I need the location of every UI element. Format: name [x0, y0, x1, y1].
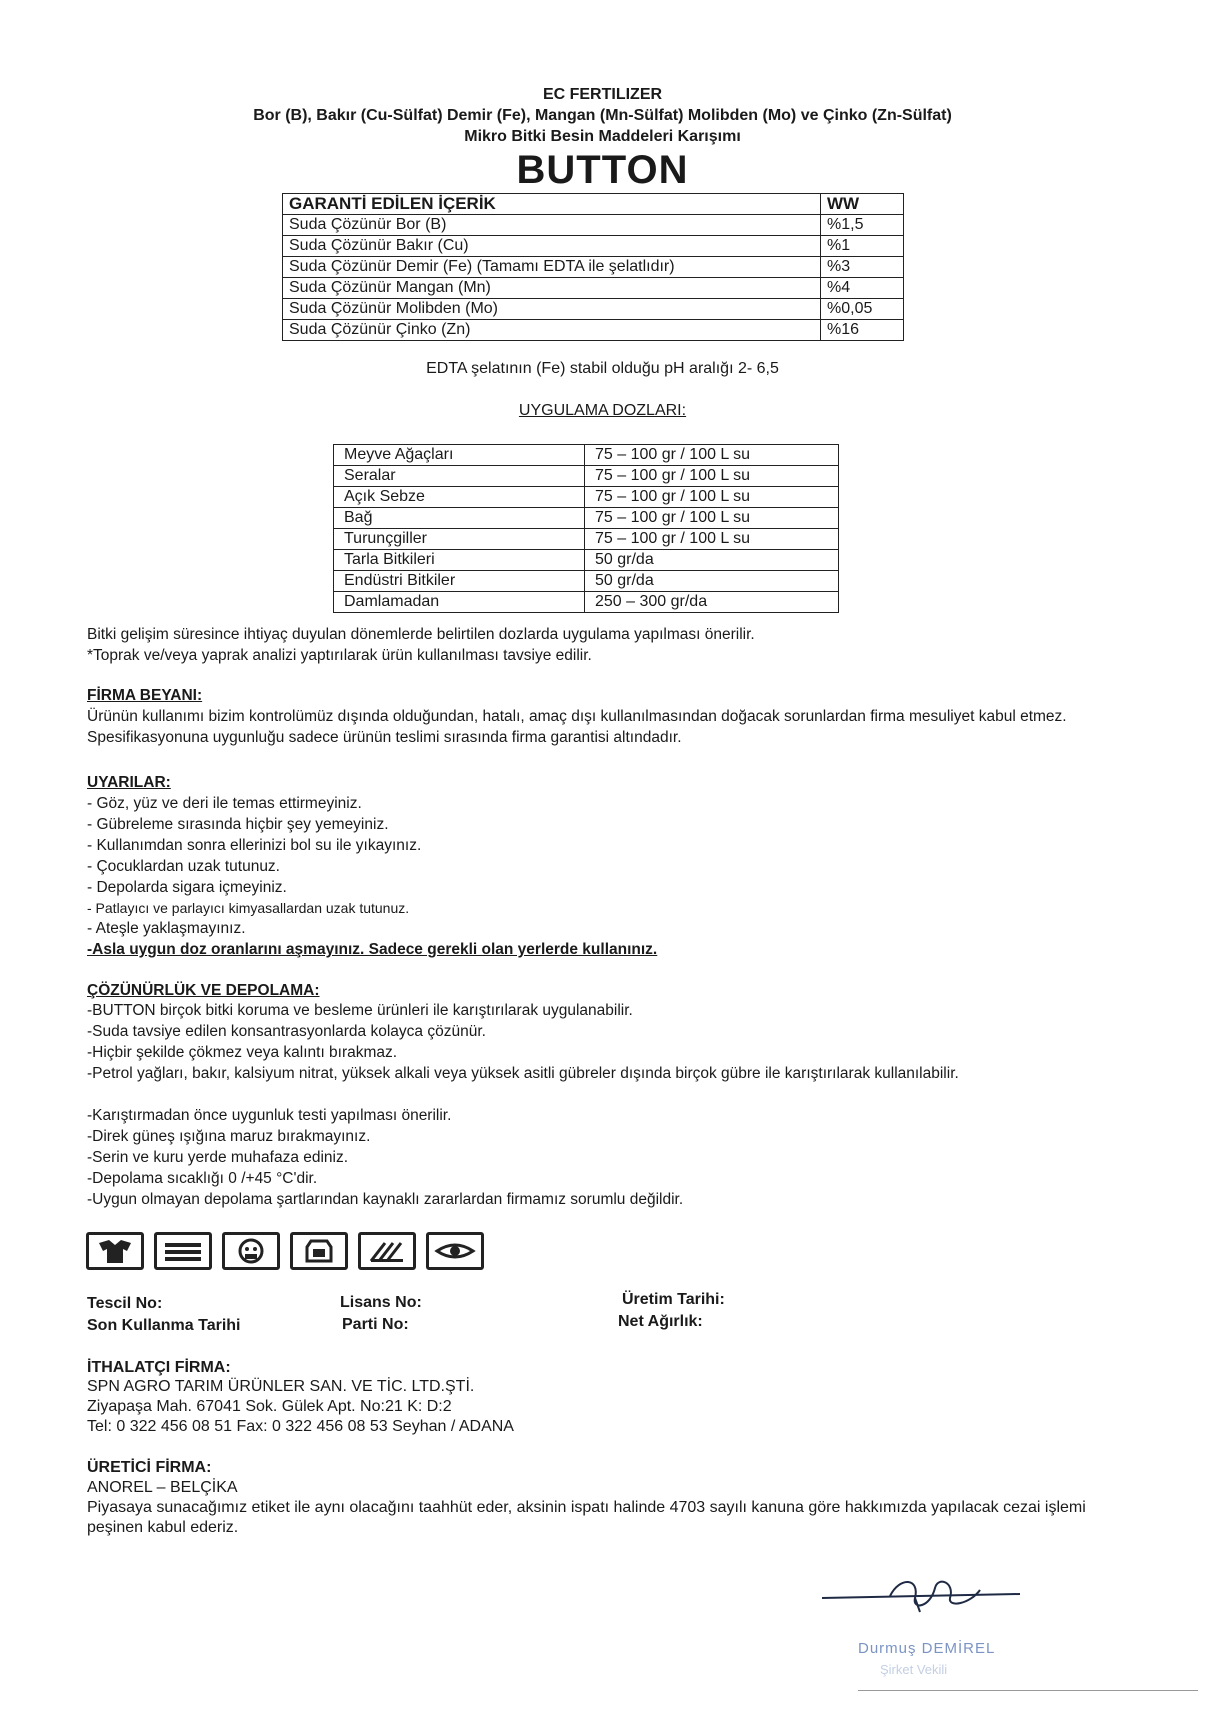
- warning-final: -Asla uygun doz oranlarını aşmayınız. Sadece gerekli olan yerlerde kullanınız.: [87, 941, 658, 958]
- eye-protection-icon: [426, 1232, 484, 1270]
- warning-item: - Gübreleme sırasında hiçbir şey yemeyiniz.: [87, 816, 389, 833]
- storage-item: -Petrol yağları, bakır, kalsiyum nitrat, yüksek alkali veya yüksek asitli gübreler dışında birçok gübre ile karıştırılarak kullanılabilir.: [87, 1065, 959, 1082]
- storage-item: -Direk güneş ışığına maruz bırakmayınız.: [87, 1128, 371, 1145]
- crop-name: Açık Sebze: [334, 487, 585, 508]
- manufacturer-title: ÜRETİCİ FİRMA:: [87, 1459, 212, 1476]
- table-row: [283, 257, 904, 278]
- edta-note: EDTA şelatının (Fe) stabil olduğu pH aralığı 2- 6,5: [426, 360, 779, 377]
- crop-name: Bağ: [334, 508, 585, 529]
- crop-dose: 75 – 100 gr / 100 L su: [585, 508, 839, 529]
- storage-item: -Hiçbir şekilde çökmez veya kalıntı bırakmaz.: [87, 1044, 398, 1061]
- warning-item: - Göz, yüz ve deri ile temas ettirmeyiniz.: [87, 795, 362, 812]
- dosage-title: UYGULAMA DOZLARI:: [518, 402, 687, 419]
- crop-dose: 50 gr/da: [585, 571, 839, 592]
- table-row: [334, 508, 839, 529]
- nutrient-name: Suda Çözünür Demir (Fe) (Tamamı EDTA ile şelatlıdır): [283, 257, 821, 278]
- crop-dose: 250 – 300 gr/da: [585, 592, 839, 613]
- table-row: [334, 445, 839, 466]
- nutrient-value: %1,5: [821, 215, 904, 236]
- analysis-note: *Toprak ve/veya yaprak analizi yaptırılarak ürün kullanılması tavsiye edilir.: [87, 647, 592, 664]
- storage-item: -Karıştırmadan önce uygunluk testi yapılması önerilir.: [87, 1107, 452, 1124]
- guarantee-table: [282, 193, 904, 341]
- crop-name: Turunçgiller: [334, 529, 585, 550]
- manufacturer-commitment: Piyasaya sunacağımız etiket ile aynı olacağını taahhüt eder, aksinin ispatı halinde 4703 sayılı kanuna göre hakkımızda yapılacak cezai işlemi peşinen kabul ederiz.: [87, 1499, 1086, 1536]
- protective-clothing-icon: [86, 1232, 144, 1270]
- crop-name: Tarla Bitkileri: [334, 550, 585, 571]
- declaration-title: FİRMA BEYANI:: [87, 687, 203, 704]
- safety-pictograms: [86, 1232, 484, 1270]
- warning-item: - Depolarda sigara içmeyiniz.: [87, 879, 287, 896]
- crop-dose: 50 gr/da: [585, 550, 839, 571]
- expiry-label: Son Kullanma Tarihi: [87, 1317, 241, 1334]
- storage-item: -BUTTON birçok bitki koruma ve besleme ürünleri ile karıştırılarak uygulanabilir.: [87, 1002, 633, 1019]
- registration-label: Tescil No:: [87, 1295, 163, 1312]
- guarantee-unit: WW: [821, 194, 904, 215]
- guarantee-header-row: [283, 194, 904, 215]
- mixture-description: Mikro Bitki Besin Maddeleri Karışımı: [464, 128, 741, 145]
- table-row: [334, 592, 839, 613]
- crop-dose: 75 – 100 gr / 100 L su: [585, 529, 839, 550]
- nutrient-value: %0,05: [821, 299, 904, 320]
- stamp-role: Şirket Vekili: [880, 1662, 948, 1677]
- product-type: EC FERTILIZER: [542, 86, 663, 103]
- table-row: [283, 236, 904, 257]
- table-row: [334, 466, 839, 487]
- warning-item: - Çocuklardan uzak tutunuz.: [87, 858, 280, 875]
- brand-name: BUTTON: [516, 148, 689, 192]
- crop-name: Seralar: [334, 466, 585, 487]
- guarantee-title: GARANTİ EDİLEN İÇERİK: [283, 194, 821, 215]
- crop-dose: 75 – 100 gr / 100 L su: [585, 487, 839, 508]
- storage-title: ÇÖZÜNÜRLÜK VE DEPOLAMA:: [87, 982, 320, 999]
- nutrient-value: %3: [821, 257, 904, 278]
- importer-title: İTHALATÇI FİRMA:: [87, 1359, 231, 1376]
- nutrient-value: %4: [821, 278, 904, 299]
- manufacturer-name: ANOREL – BELÇİKA: [87, 1479, 238, 1496]
- crop-name: Endüstri Bitkiler: [334, 571, 585, 592]
- keep-from-children-icon: [358, 1232, 416, 1270]
- declaration-text: Ürünün kullanımı bizim kontrolümüz dışında olduğundan, hatalı, amaç dışı kullanılmasından doğacak sorunlardan firma mesuliyet kabul etmez. Spesifikasyonuna uygunluğu sadece ürünün teslimi sırasında firma garantisi altındadır.: [87, 708, 1067, 746]
- face-mask-icon: [222, 1232, 280, 1270]
- table-row: [334, 550, 839, 571]
- batch-label: Parti No:: [342, 1316, 409, 1333]
- table-row: [283, 278, 904, 299]
- importer-name: SPN AGRO TARIM ÜRÜNLER SAN. VE TİC. LTD.ŞTİ.: [87, 1378, 475, 1395]
- storage-item: -Depolama sıcaklığı 0 /+45 °C'dir.: [87, 1170, 318, 1187]
- warning-item: - Kullanımdan sonra ellerinizi bol su ile yıkayınız.: [87, 837, 422, 854]
- crop-dose: 75 – 100 gr / 100 L su: [585, 466, 839, 487]
- dosage-table: [333, 444, 839, 613]
- nutrient-name: Suda Çözünür Mangan (Mn): [283, 278, 821, 299]
- table-row: [334, 571, 839, 592]
- production-date-label: Üretim Tarihi:: [622, 1291, 725, 1308]
- nutrient-name: Suda Çözünür Molibden (Mo): [283, 299, 821, 320]
- storage-item: -Uygun olmayan depolama şartlarından kaynaklı zararlardan firmamız sorumlu değildir.: [87, 1191, 684, 1208]
- storage-item: -Serin ve kuru yerde muhafaza ediniz.: [87, 1149, 349, 1166]
- storage-item: -Suda tavsiye edilen konsantrasyonlarda kolayca çözünür.: [87, 1023, 486, 1040]
- table-row: [283, 320, 904, 341]
- warnings-title: UYARILAR:: [87, 774, 171, 791]
- signature-mark: [820, 1568, 1030, 1618]
- crop-dose: 75 – 100 gr / 100 L su: [585, 445, 839, 466]
- crop-name: Damlamadan: [334, 592, 585, 613]
- gloves-icon: [290, 1232, 348, 1270]
- warning-item: - Patlayıcı ve parlayıcı kimyasallardan uzak tutunuz.: [87, 900, 410, 916]
- stamp-name: Durmuş DEMİREL: [858, 1640, 996, 1657]
- importer-contact: Tel: 0 322 456 08 51 Fax: 0 322 456 08 53 Seyhan / ADANA: [87, 1418, 514, 1435]
- dosage-note: Bitki gelişim süresince ihtiyaç duyulan dönemlerde belirtilen dozlarda uygulama yapılması önerilir.: [87, 626, 755, 643]
- footer-rule: [858, 1690, 1198, 1691]
- element-list: Bor (B), Bakır (Cu-Sülfat) Demir (Fe), Mangan (Mn-Sülfat) Molibden (Mo) ve Çinko (Zn-Sülfat): [253, 107, 952, 124]
- nutrient-name: Suda Çözünür Çinko (Zn): [283, 320, 821, 341]
- nutrient-name: Suda Çözünür Bakır (Cu): [283, 236, 821, 257]
- license-label: Lisans No:: [340, 1294, 422, 1311]
- nutrient-value: %1: [821, 236, 904, 257]
- importer-address: Ziyapaşa Mah. 67041 Sok. Gülek Apt. No:21 K: D:2: [87, 1398, 452, 1415]
- nutrient-value: %16: [821, 320, 904, 341]
- table-row: [334, 529, 839, 550]
- wash-hands-icon: [154, 1232, 212, 1270]
- warning-item: - Ateşle yaklaşmayınız.: [87, 920, 246, 937]
- table-row: [283, 215, 904, 236]
- net-weight-label: Net Ağırlık:: [618, 1313, 703, 1330]
- nutrient-name: Suda Çözünür Bor (B): [283, 215, 821, 236]
- table-row: [334, 487, 839, 508]
- table-row: [283, 299, 904, 320]
- crop-name: Meyve Ağaçları: [334, 445, 585, 466]
